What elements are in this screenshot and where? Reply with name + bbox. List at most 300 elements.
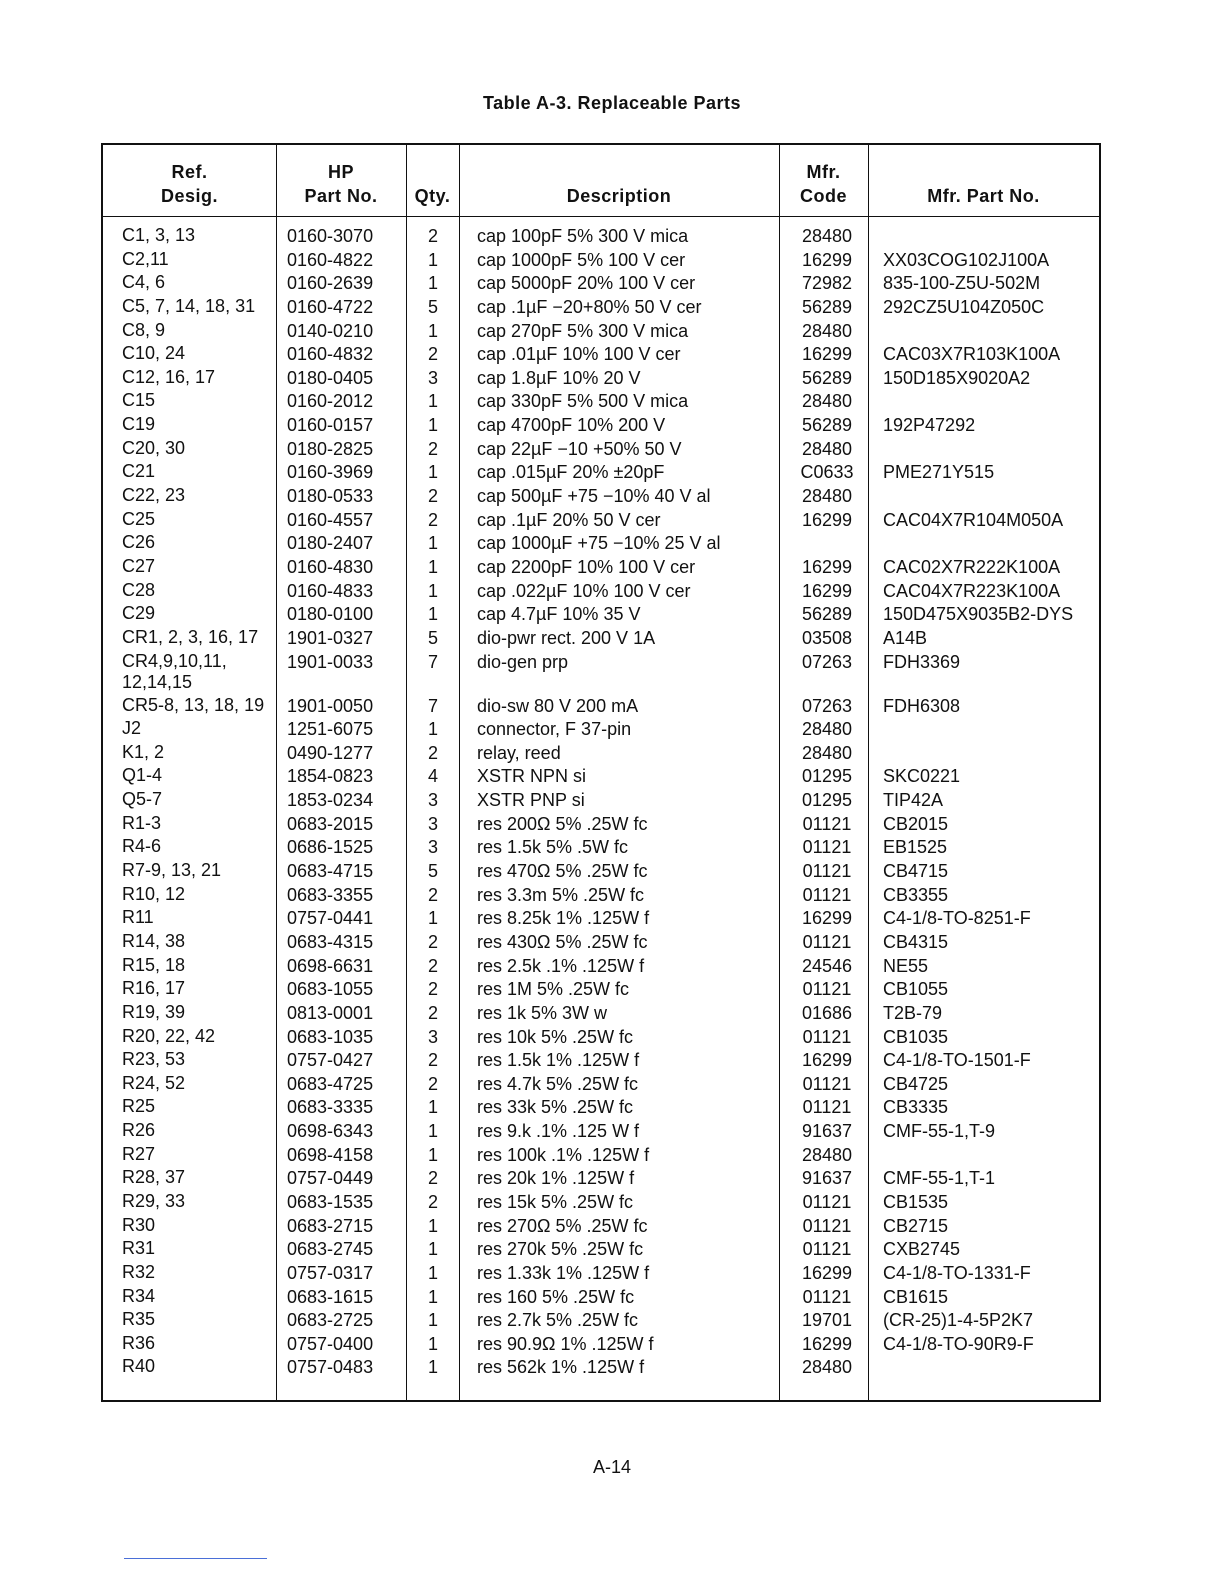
header-hp-part-no: HP Part No. xyxy=(304,162,378,206)
cell-mpn: CB1535 xyxy=(883,1191,949,1212)
cell-ref: R25 xyxy=(122,1096,156,1117)
cell-mpn: CB2715 xyxy=(883,1215,949,1236)
cell-desc: res 1k 5% 3W w xyxy=(477,1002,608,1023)
cell-hp: 1901-0050 xyxy=(287,695,374,716)
cell-code: 91637 xyxy=(801,1168,853,1189)
cell-qty: 5 xyxy=(427,296,438,317)
table-row xyxy=(103,461,1099,485)
table-row xyxy=(103,414,1099,438)
table-row xyxy=(103,272,1099,296)
cell-qty: 4 xyxy=(427,766,438,787)
cell-mpn: CXB2745 xyxy=(883,1239,961,1260)
cell-qty: 3 xyxy=(427,837,438,858)
cell-hp: 0180-0405 xyxy=(287,367,374,388)
cell-desc: cap 100pF 5% 300 V mica xyxy=(477,226,689,246)
cell-ref: R4-6 xyxy=(122,836,162,857)
cell-desc: cap 22µF −10 +50% 50 V xyxy=(477,438,682,459)
cell-qty: 1 xyxy=(427,1286,438,1307)
cell-hp: 0683-3335 xyxy=(287,1097,374,1118)
header-mfr-part-no: Mfr. Part No. xyxy=(927,186,1040,206)
cell-code: 28480 xyxy=(801,226,853,246)
cell-desc: cap 2200pF 10% 100 V cer xyxy=(477,556,696,577)
cell-qty: 2 xyxy=(427,438,438,459)
table-row xyxy=(103,695,1099,719)
cell-mpn: 150D475X9035B2-DYS xyxy=(883,604,1074,625)
cell-hp: 0813-0001 xyxy=(287,1002,374,1023)
cell-ref: R10, 12 xyxy=(122,883,186,904)
cell-mpn: CB1615 xyxy=(883,1286,949,1307)
cell-code: 72982 xyxy=(801,273,853,294)
table-row xyxy=(103,978,1099,1002)
cell-ref: R16, 17 xyxy=(122,978,186,999)
cell-ref: C19 xyxy=(122,414,156,435)
table-row xyxy=(103,438,1099,462)
cell-mpn: PME271Y515 xyxy=(883,462,995,483)
cell-qty: 1 xyxy=(427,320,438,341)
cell-desc: res 160 5% .25W fc xyxy=(477,1286,635,1307)
cell-code: 56289 xyxy=(801,367,853,388)
cell-mpn: CAC04X7R104M050A xyxy=(883,509,1064,530)
parts-table xyxy=(101,143,1101,1402)
header-qty: Qty. xyxy=(414,186,451,206)
cell-code: 16299 xyxy=(801,580,853,601)
cell-hp: 0683-1615 xyxy=(287,1286,374,1307)
cell-qty: 2 xyxy=(427,226,438,246)
cell-qty: 2 xyxy=(427,979,438,1000)
cell-mpn: TIP42A xyxy=(883,790,944,811)
cell-ref: C21 xyxy=(122,461,156,482)
cell-hp: 0160-4722 xyxy=(287,296,374,317)
table-row xyxy=(103,509,1099,533)
cell-mpn: C4-1/8-TO-1501-F xyxy=(883,1050,1031,1071)
table-row xyxy=(103,249,1099,273)
cell-ref: C27 xyxy=(122,555,156,576)
cell-hp: 0180-2825 xyxy=(287,438,374,459)
cell-qty: 2 xyxy=(427,344,438,365)
cell-desc: cap 4700pF 10% 200 V xyxy=(477,415,666,436)
cell-hp: 0757-0317 xyxy=(287,1262,374,1283)
cell-ref: R11 xyxy=(122,907,154,928)
table-row xyxy=(103,556,1099,580)
cell-desc: res 15k 5% .25W fc xyxy=(477,1191,634,1212)
cell-qty: 1 xyxy=(427,415,438,436)
cell-code: 07263 xyxy=(801,695,853,716)
cell-hp: 0160-4822 xyxy=(287,249,374,270)
cell-hp: 0683-2725 xyxy=(287,1310,374,1331)
cell-code: 28480 xyxy=(801,320,853,341)
cell-code: 56289 xyxy=(801,415,853,436)
cell-desc: res 430Ω 5% .25W fc xyxy=(477,931,648,952)
table-row xyxy=(103,296,1099,320)
cell-mpn: XX03COG102J100A xyxy=(883,249,1050,270)
cell-desc: res 20k 1% .125W f xyxy=(477,1168,635,1189)
cell-mpn: EB1525 xyxy=(883,837,948,858)
cell-desc: cap .01µF 10% 100 V cer xyxy=(477,344,681,365)
table-row xyxy=(103,1309,1099,1333)
cell-mpn: NE55 xyxy=(883,955,929,976)
cell-mpn: CB3335 xyxy=(883,1097,949,1118)
cell-mpn: CAC02X7R222K100A xyxy=(883,556,1061,577)
cell-hp: 0180-0100 xyxy=(287,604,374,625)
cell-hp: 0160-4832 xyxy=(287,344,374,365)
cell-mpn: CB4715 xyxy=(883,861,949,882)
cell-ref: C25 xyxy=(122,508,156,529)
cell-qty: 1 xyxy=(427,1310,438,1331)
table-row xyxy=(103,765,1099,789)
cell-desc: res 1M 5% .25W fc xyxy=(477,979,630,1000)
cell-ref: R31 xyxy=(122,1238,156,1259)
table-row xyxy=(103,367,1099,391)
cell-ref: C26 xyxy=(122,532,156,553)
cell-code: 01121 xyxy=(802,1073,852,1094)
cell-ref: K1, 2 xyxy=(122,741,165,762)
cell-code: 19701 xyxy=(801,1310,853,1331)
cell-hp: 0757-0441 xyxy=(287,908,374,929)
header-ref-desig: Ref. Desig. xyxy=(160,162,219,206)
cell-ref: R36 xyxy=(122,1332,156,1353)
cell-mpn: C4-1/8-TO-8251-F xyxy=(883,908,1031,929)
cell-code: 16299 xyxy=(801,1050,853,1071)
cell-hp: 0683-1035 xyxy=(287,1026,374,1047)
cell-hp: 1251-6075 xyxy=(287,719,374,740)
cell-ref: R27 xyxy=(122,1143,156,1164)
cell-code: 01686 xyxy=(801,1002,853,1023)
cell-qty: 1 xyxy=(427,908,438,929)
cell-qty: 1 xyxy=(427,391,438,412)
table-row xyxy=(103,1096,1099,1120)
cell-hp: 1853-0234 xyxy=(287,790,374,811)
header-divider xyxy=(103,216,1099,217)
cell-code: 01295 xyxy=(801,790,853,811)
table-row xyxy=(103,884,1099,908)
header-description: Description xyxy=(566,186,672,206)
cell-code: 16299 xyxy=(801,344,853,365)
cell-desc: relay, reed xyxy=(477,742,561,763)
cell-ref: C5, 7, 14, 18, 31 xyxy=(122,295,256,316)
cell-desc: res 470Ω 5% .25W fc xyxy=(477,861,648,882)
cell-hp: 0757-0400 xyxy=(287,1333,374,1354)
cell-mpn: CB3355 xyxy=(883,884,949,905)
cell-ref: C29 xyxy=(122,603,156,624)
table-row xyxy=(103,1120,1099,1144)
cell-code: 28480 xyxy=(801,719,853,740)
cell-qty: 1 xyxy=(427,1215,438,1236)
cell-mpn: FDH3369 xyxy=(883,651,961,672)
cell-code: 28480 xyxy=(801,1144,853,1165)
table-row xyxy=(103,532,1099,556)
cell-code: 01121 xyxy=(802,931,852,952)
cell-ref: R14, 38 xyxy=(122,930,186,951)
cell-hp: 0160-4557 xyxy=(287,509,374,530)
cell-ref: R7-9, 13, 21 xyxy=(122,860,222,881)
table-row xyxy=(103,742,1099,766)
table-row xyxy=(103,580,1099,604)
footer-rule xyxy=(124,1558,267,1559)
cell-code: 91637 xyxy=(801,1121,853,1142)
cell-mpn: 192P47292 xyxy=(883,415,976,436)
cell-desc: res 1.5k 5% .5W fc xyxy=(477,837,629,858)
cell-code: 28480 xyxy=(801,486,853,507)
cell-code: 03508 xyxy=(801,627,853,648)
cell-qty: 2 xyxy=(427,742,438,763)
cell-mpn: CAC03X7R103K100A xyxy=(883,344,1061,365)
cell-ref: R35 xyxy=(122,1309,156,1330)
cell-mpn: 150D185X9020A2 xyxy=(883,367,1031,388)
cell-desc: cap .1µF −20+80% 50 V cer xyxy=(477,296,702,317)
cell-hp: 0180-0533 xyxy=(287,486,374,507)
cell-hp: 0683-4315 xyxy=(287,931,374,952)
cell-hp: 0757-0483 xyxy=(287,1357,374,1378)
cell-desc: cap 5000pF 20% 100 V cer xyxy=(477,273,696,294)
cell-qty: 7 xyxy=(427,651,438,672)
cell-desc: res 3.3m 5% .25W fc xyxy=(477,884,645,905)
page-number: A-14 xyxy=(592,1457,632,1477)
cell-ref: R23, 53 xyxy=(122,1049,186,1070)
cell-hp: 0683-1055 xyxy=(287,979,374,1000)
cell-mpn: (CR-25)1-4-5P2K7 xyxy=(883,1310,1034,1331)
cell-qty: 2 xyxy=(427,1191,438,1212)
cell-code: 01121 xyxy=(802,884,852,905)
cell-desc: dio-sw 80 V 200 mA xyxy=(477,695,639,716)
cell-hp: 0683-2715 xyxy=(287,1215,374,1236)
cell-ref: R1-3 xyxy=(122,812,162,833)
cell-mpn: 292CZ5U104Z050C xyxy=(883,296,1045,317)
cell-ref: R34 xyxy=(122,1285,156,1306)
cell-ref: C22, 23 xyxy=(122,485,186,506)
cell-ref: C4, 6 xyxy=(122,272,166,293)
cell-qty: 1 xyxy=(427,604,438,625)
cell-qty: 5 xyxy=(427,861,438,882)
cell-qty: 1 xyxy=(427,462,438,483)
cell-desc: res 1.33k 1% .125W f xyxy=(477,1262,650,1283)
table-row xyxy=(103,1286,1099,1310)
cell-desc: res 562k 1% .125W f xyxy=(477,1357,645,1378)
table-row xyxy=(103,1356,1099,1380)
cell-ref: R24, 52 xyxy=(122,1072,186,1093)
cell-hp: 0683-2745 xyxy=(287,1239,374,1260)
cell-qty: 1 xyxy=(427,1333,438,1354)
cell-desc: res 90.9Ω 1% .125W f xyxy=(477,1333,654,1354)
cell-hp: 1854-0823 xyxy=(287,766,374,787)
cell-qty: 1 xyxy=(427,580,438,601)
cell-desc: cap 4.7µF 10% 35 V xyxy=(477,604,641,625)
cell-code: 16299 xyxy=(801,1262,853,1283)
cell-code: 01121 xyxy=(802,1239,852,1260)
cell-qty: 2 xyxy=(427,1050,438,1071)
cell-qty: 2 xyxy=(427,486,438,507)
cell-ref: R28, 37 xyxy=(122,1167,186,1188)
cell-hp: 0683-4715 xyxy=(287,861,374,882)
cell-ref: R20, 22, 42 xyxy=(122,1025,216,1046)
cell-code: C0633 xyxy=(800,462,854,483)
cell-qty: 1 xyxy=(427,249,438,270)
cell-hp: 0757-0449 xyxy=(287,1168,374,1189)
cell-hp: 0683-3355 xyxy=(287,884,374,905)
cell-mpn: C4-1/8-TO-90R9-F xyxy=(883,1333,1034,1354)
cell-desc: cap 500µF +75 −10% 40 V al xyxy=(477,486,711,507)
cell-qty: 2 xyxy=(427,884,438,905)
cell-desc: res 270k 5% .25W fc xyxy=(477,1239,644,1260)
cell-ref: CR1, 2, 3, 16, 17 xyxy=(122,626,259,647)
cell-desc: res 4.7k 5% .25W fc xyxy=(477,1073,639,1094)
table-row xyxy=(103,1238,1099,1262)
table-row xyxy=(103,1002,1099,1026)
cell-hp: 0160-0157 xyxy=(287,415,374,436)
table-row xyxy=(103,1167,1099,1191)
cell-hp: 0160-2012 xyxy=(287,391,374,412)
cell-code: 16299 xyxy=(801,1333,853,1354)
cell-qty: 1 xyxy=(427,1239,438,1260)
table-row xyxy=(103,651,1099,695)
table-row xyxy=(103,1333,1099,1357)
cell-hp: 0683-2015 xyxy=(287,813,374,834)
cell-ref: R40 xyxy=(122,1356,156,1377)
cell-ref: R29, 33 xyxy=(122,1190,186,1211)
cell-code: 24546 xyxy=(801,955,853,976)
cell-desc: res 270Ω 5% .25W fc xyxy=(477,1215,648,1236)
cell-ref: C10, 24 xyxy=(122,343,186,364)
table-row xyxy=(103,1191,1099,1215)
table-row xyxy=(103,836,1099,860)
cell-ref: C2,11 xyxy=(122,248,169,269)
table-row xyxy=(103,1215,1099,1239)
cell-ref: C20, 30 xyxy=(122,437,186,458)
cell-qty: 3 xyxy=(427,790,438,811)
cell-qty: 1 xyxy=(427,1097,438,1118)
cell-qty: 7 xyxy=(427,695,438,716)
table-row xyxy=(103,907,1099,931)
cell-desc: res 9.k .1% .125 W f xyxy=(477,1121,640,1142)
cell-hp: 0160-3969 xyxy=(287,462,374,483)
cell-mpn: CB4725 xyxy=(883,1073,949,1094)
cell-ref: CR5-8, 13, 18, 19 xyxy=(122,694,265,715)
cell-code: 16299 xyxy=(801,509,853,530)
table-row xyxy=(103,1073,1099,1097)
cell-mpn: SKC0221 xyxy=(883,766,961,787)
table-row xyxy=(103,225,1099,249)
cell-qty: 2 xyxy=(427,1073,438,1094)
table-row xyxy=(103,860,1099,884)
cell-code: 56289 xyxy=(801,296,853,317)
cell-desc: cap .022µF 10% 100 V cer xyxy=(477,580,691,601)
page-title: Table A-3. Replaceable Parts xyxy=(482,93,742,113)
table-row xyxy=(103,955,1099,979)
cell-qty: 1 xyxy=(427,1144,438,1165)
cell-ref: R30 xyxy=(122,1214,156,1235)
table-row xyxy=(103,789,1099,813)
cell-code: 01121 xyxy=(802,1215,852,1236)
cell-qty: 1 xyxy=(427,1121,438,1142)
table-row xyxy=(103,485,1099,509)
cell-desc: res 200Ω 5% .25W fc xyxy=(477,813,648,834)
cell-hp: 0686-1525 xyxy=(287,837,374,858)
cell-ref: Q1-4 xyxy=(122,765,163,786)
table-row xyxy=(103,1262,1099,1286)
cell-desc: XSTR PNP si xyxy=(477,790,585,811)
table-row xyxy=(103,343,1099,367)
table-body xyxy=(103,225,1099,1380)
cell-code: 07263 xyxy=(801,651,853,672)
table-row xyxy=(103,813,1099,837)
cell-desc: cap 1000pF 5% 100 V cer xyxy=(477,249,686,270)
cell-hp: 1901-0327 xyxy=(287,627,374,648)
cell-code: 28480 xyxy=(801,391,853,412)
cell-hp: 0160-3070 xyxy=(287,226,374,246)
cell-code: 01121 xyxy=(802,837,852,858)
cell-desc: res 8.25k 1% .125W f xyxy=(477,908,650,929)
cell-qty: 2 xyxy=(427,1002,438,1023)
table-row xyxy=(103,1026,1099,1050)
cell-code: 16299 xyxy=(801,556,853,577)
cell-ref: R15, 18 xyxy=(122,954,186,975)
table-row xyxy=(103,1144,1099,1168)
cell-qty: 2 xyxy=(427,509,438,530)
cell-qty: 1 xyxy=(427,719,438,740)
cell-hp: 0490-1277 xyxy=(287,742,374,763)
cell-desc: res 2.7k 5% .25W fc xyxy=(477,1310,639,1331)
cell-code: 01121 xyxy=(802,1026,852,1047)
cell-qty: 5 xyxy=(427,627,438,648)
cell-ref: C12, 16, 17 xyxy=(122,366,216,387)
cell-qty: 1 xyxy=(427,1262,438,1283)
cell-mpn: C4-1/8-TO-1331-F xyxy=(883,1262,1031,1283)
cell-qty: 3 xyxy=(427,367,438,388)
cell-desc: cap 270pF 5% 300 V mica xyxy=(477,320,689,341)
cell-qty: 3 xyxy=(427,1026,438,1047)
cell-hp: 0160-4833 xyxy=(287,580,374,601)
cell-ref: C8, 9 xyxy=(122,319,166,340)
cell-code: 01121 xyxy=(802,813,852,834)
cell-qty: 1 xyxy=(427,1357,438,1378)
cell-code: 16299 xyxy=(801,249,853,270)
cell-qty: 2 xyxy=(427,955,438,976)
cell-mpn: CMF-55-1,T-9 xyxy=(883,1121,996,1142)
cell-ref: R32 xyxy=(122,1261,156,1282)
cell-code: 01121 xyxy=(802,1097,852,1118)
cell-hp: 0757-0427 xyxy=(287,1050,374,1071)
cell-code: 01121 xyxy=(802,979,852,1000)
table-row xyxy=(103,1049,1099,1073)
cell-ref: C1, 3, 13 xyxy=(122,225,196,245)
cell-mpn: CB4315 xyxy=(883,931,949,952)
table-row xyxy=(103,603,1099,627)
cell-desc: res 10k 5% .25W fc xyxy=(477,1026,634,1047)
cell-ref: C15 xyxy=(122,390,156,411)
cell-desc: dio-pwr rect. 200 V 1A xyxy=(477,627,656,648)
cell-hp: 0180-2407 xyxy=(287,533,374,554)
cell-code: 28480 xyxy=(801,1357,853,1378)
cell-hp: 0160-2639 xyxy=(287,273,374,294)
cell-code: 01121 xyxy=(802,1191,852,1212)
cell-code: 56289 xyxy=(801,604,853,625)
cell-desc: res 2.5k .1% .125W f xyxy=(477,955,645,976)
cell-ref: J2 xyxy=(122,718,142,739)
cell-qty: 1 xyxy=(427,533,438,554)
cell-hp: 0160-4830 xyxy=(287,556,374,577)
cell-code: 28480 xyxy=(801,742,853,763)
cell-code: 16299 xyxy=(801,908,853,929)
cell-hp: 1901-0033 xyxy=(287,651,374,672)
cell-desc: cap .015µF 20% ±20pF xyxy=(477,462,665,483)
table-row xyxy=(103,931,1099,955)
cell-code: 28480 xyxy=(801,438,853,459)
cell-hp: 0140-0210 xyxy=(287,320,374,341)
cell-qty: 3 xyxy=(427,813,438,834)
table-row xyxy=(103,390,1099,414)
cell-qty: 1 xyxy=(427,273,438,294)
cell-hp: 0698-4158 xyxy=(287,1144,374,1165)
cell-hp: 0698-6631 xyxy=(287,955,374,976)
